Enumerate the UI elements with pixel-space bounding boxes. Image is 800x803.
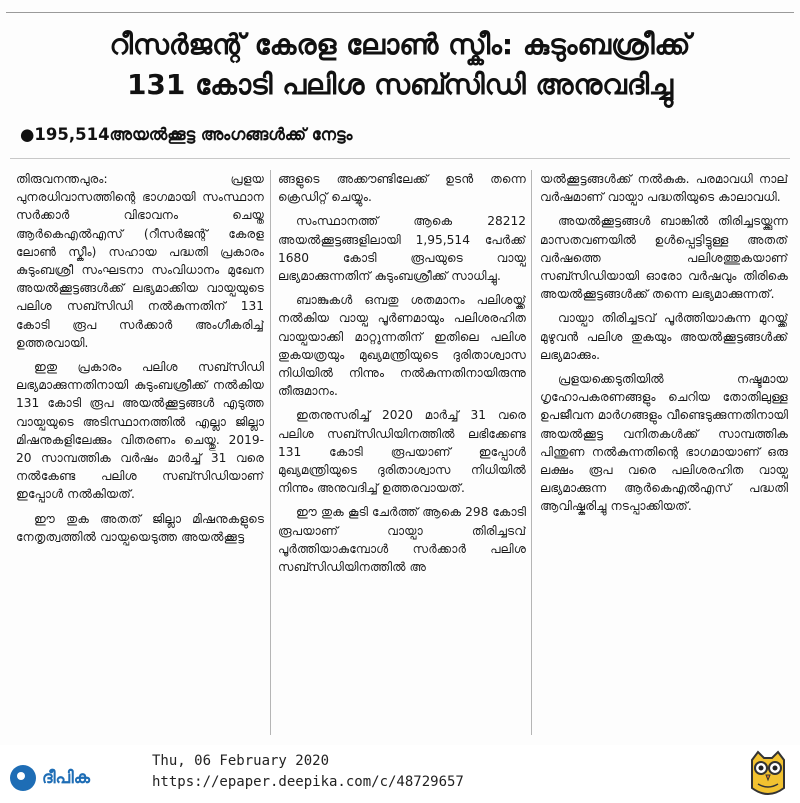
headline-line-1: റീസർജന്റ് കേരള ലോൺ സ്കീം: കുടുംബശ്രീക്ക് xyxy=(109,28,691,61)
subheadline: ●195,514അയൽക്കൂട്ട അംഗങ്ങൾക്ക് നേട്ടം xyxy=(20,125,353,144)
deepika-logo[interactable] xyxy=(10,765,90,791)
column-divider xyxy=(270,170,271,735)
publish-date: Thu, 06 February 2020 xyxy=(152,753,330,769)
headline-line-2: 131 കോടി പലിശ സബ്സിഡി അനുവദിച്ചു xyxy=(126,68,674,101)
paragraph: ഈ തുക കൂടി ചേർത്ത് ആകെ 298 കോടി രൂപയാണ് വായ്പാ തിരിച്ചടവ് പൂർത്തിയാകുമ്പോൾ സർക്കാർ പലിശ സബ്സിഡിയിനത്തിൽ അ xyxy=(278,505,526,575)
paragraph: അയൽക്കൂട്ടങ്ങൾ ബാങ്കിൽ തിരിച്ചടയ്ക്കുന്ന മാസതവണയിൽ ഉൾപ്പെട്ടിട്ടുള്ള അതത് വർഷത്തെ പലിശത്തുകയാണ് സബ്സിഡിയായി ഓരോ വർഷവും തിരികെ അയൽക്കൂട്ടങ്ങൾക്ക് തന്നെ ലഭ്യമാക്കുന്നത്. xyxy=(540,214,788,302)
paragraph: പ്രളയക്കെടുതിയിൽ നഷ്ടമായ ഗൃഹോപകരണങ്ങളും ചെറിയ തോതിലുള്ള ഉപജീവന മാർഗങ്ങളും വീണ്ടെടുക്കുന്നതിനായി അയൽക്കൂട്ട വനിതകൾക്ക് സാമ്പത്തിക പിന്തുണ നൽകുന്നതിന്റെ ഭാഗമായാണ് ഒരു ലക്ഷം രൂപ വരെ പലിശരഹിത വായ്പ ലഭ്യമാക്കുന്ന ആർകെഎൽഎസ് പദ്ധതി ആവിഷ്കരിച്ചു നടപ്പാക്കിയത്. xyxy=(540,372,788,514)
paragraph: വായ്പാ തിരിച്ചടവ് പൂർത്തിയാകുന്ന മുറയ്ക്ക് മുഴുവൻ പലിശ തുകയും അയൽക്കൂട്ടങ്ങൾക്ക് ലഭ്യമാക്കും. xyxy=(540,311,788,362)
article-column-1 xyxy=(16,170,264,740)
clipping-url[interactable]: https://epaper.deepika.com/c/48729657 xyxy=(152,774,464,790)
column-divider xyxy=(531,170,532,735)
owl-mascot-icon xyxy=(748,750,788,798)
top-rule xyxy=(6,12,794,13)
deepika-logo-text: ദീപിക xyxy=(42,768,90,788)
article-column-3 xyxy=(540,170,788,740)
paragraph: സംസ്ഥാനത്ത് ആകെ 28212 അയൽക്കൂട്ടങ്ങളിലായി 1,95,514 പേർക്ക് 1680 കോടി രൂപയുടെ വായ്പ ലഭ്യമാക്കുന്നതിന് കുടുംബശ്രീക്ക് സാധിച്ചു. xyxy=(278,214,526,284)
paragraph: ഇതനുസരിച്ച് 2020 മാർച്ച് 31 വരെ പലിശ സബ്സിഡിയിനത്തിൽ ലഭിക്കേണ്ട 131 കോടി രൂപയാണ് ഇപ്പോൾ മുഖ്യമന്ത്രിയുടെ ദുരിതാശ്വാസ നിധിയിൽ നിന്നും അനുവദിച്ച് ഉത്തരവായത്. xyxy=(278,408,526,496)
paragraph: യൽക്കൂട്ടങ്ങൾക്ക് നൽകുക. പരമാവധി നാല് വർഷമാണ് വായ്പാ പദ്ധതിയുടെ കാലാവധി. xyxy=(540,172,788,205)
paragraph: തിരുവനന്തപുരം: പ്രളയ പുനരധിവാസത്തിന്റെ ഭാഗമായി സംസ്ഥാന സർക്കാർ വിഭാവനം ചെയ്ത ആർകെഎൽഎസ് (റീസർജന്റ് കേരള ലോൺ സ്കീം) സഹായ പദ്ധതി പ്രകാരം കുടുംബശ്രീ സംഘടനാ സംവിധാനം മുഖേന അയൽക്കൂട്ടങ്ങൾക്ക് ലഭ്യമാക്കിയ വായ്പയുടെ പലിശ സബ്സിഡി നൽകുന്നതിന് 131 കോടി രൂപ സർക്കാർ അംഗീകരിച്ച് ഉത്തരവായി. xyxy=(16,172,264,350)
deepika-logo-icon xyxy=(10,765,36,791)
subhead-rule xyxy=(10,158,790,159)
paragraph: ബാങ്കുകൾ ഒമ്പതു ശതമാനം പലിശയ്ക്ക് നൽകിയ വായ്പ പൂർണമായും പലിശരഹിത വായ്പയാക്കി മാറ്റുന്നതിന് ഇതിലെ പലിശ തുകയത്രയും മുഖ്യമന്ത്രിയുടെ ദുരിതാശ്വാസ നിധിയിൽ നിന്നും നൽകുന്നതിനായിരുന്നു തീരുമാനം. xyxy=(278,293,526,399)
paragraph: ങ്ങളുടെ അക്കൗണ്ടിലേക്ക് ഉടൻ തന്നെ ക്രെഡിറ്റ് ചെയ്യും. xyxy=(278,172,526,205)
article-column-2 xyxy=(278,170,526,740)
clipping-meta xyxy=(152,751,464,793)
paragraph: ഇതു പ്രകാരം പലിശ സബ്സിഡി ലഭ്യമാക്കുന്നതിനായി കുടുംബശ്രീക്ക് നൽകിയ 131 കോടി രൂപ അയൽക്കൂട്ടങ്ങൾ എടുത്ത വായ്പയുടെ അടിസ്ഥാനത്തിൽ എല്ലാ ജില്ലാ മിഷനുകളിലേക്കും വിതരണം ചെയ്തു. 2019-20 സാമ്പത്തിക വർഷം മാർച്ച് 31 വരെ നൽകേണ്ട പലിശ സബ്സിഡിയാണ് ഇപ്പോൾ നൽകിയത്. xyxy=(16,360,264,502)
paragraph: ഈ തുക അതത് ജില്ലാ മിഷനുകളുടെ നേതൃത്വത്തിൽ വായ്പയെടുത്ത അയൽക്കൂട്ട xyxy=(16,511,264,544)
